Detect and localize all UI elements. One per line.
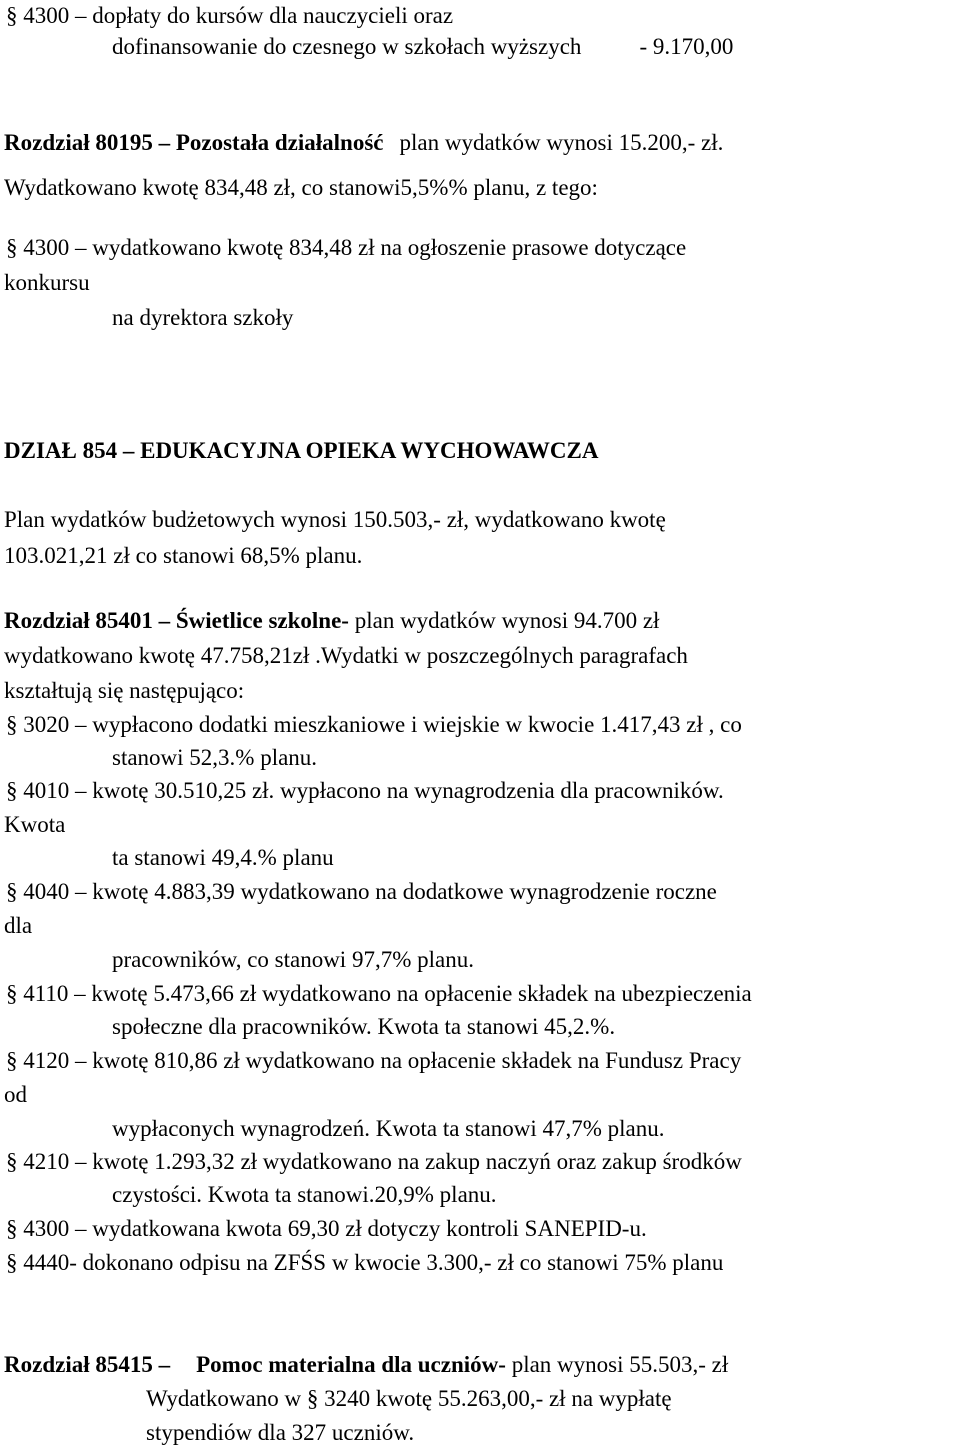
line-103021: 103.021,21 zł co stanowi 68,5% planu. — [4, 543, 363, 568]
section-sign: § — [6, 3, 18, 28]
section-sign: § — [6, 778, 18, 803]
heading-dzial-854: DZIAŁ 854 – EDUKACYJNA OPIEKA WYCHOWAWCZA — [4, 438, 599, 463]
heading-rozdzial-80195: Rozdział 80195 – Pozostała działalność plan wydatków wynosi 15.200,- zł. — [4, 130, 724, 155]
line-dofinansowanie: dofinansowanie do czesnego w szkołach wyższych - 9.170,00 — [112, 34, 734, 59]
line-kwota: Kwota — [4, 812, 66, 837]
paragraph-4440: § 4440- dokonano odpisu na ZFŚS w kwocie 3.300,- zł co stanowi 75% planu — [6, 1250, 724, 1275]
section-sign: § — [6, 712, 18, 737]
section-sign: § — [306, 1386, 319, 1411]
line-wydatkowano-834: Wydatkowano kwotę 834,48 zł, co stanowi5,5%% planu, z tego: — [4, 175, 598, 200]
section-sign: § — [6, 981, 18, 1006]
paragraph-4300-ogloszenie: § 4300 – wydatkowano kwotę 834,48 zł na ogłoszenie prasowe dotyczące — [6, 235, 687, 260]
line-dla: dla — [4, 913, 33, 938]
line-ta-stanowi-494: ta stanowi 49,4.% planu — [112, 845, 334, 870]
line-wydatkowano-47758: wydatkowano kwotę 47.758,21zł .Wydatki w poszczególnych paragrafach — [4, 643, 688, 668]
line-spoleczne: społeczne dla pracowników. Kwota ta stanowi 45,2.%. — [112, 1014, 616, 1039]
heading-rozdzial-85415: Rozdział 85415 – Pomoc materialna dla uczniów- plan wynosi 55.503,- zł — [4, 1352, 729, 1377]
line-stanowi-523: stanowi 52,3.% planu. — [112, 745, 318, 770]
paragraph-4300-sanepid: § 4300 – wydatkowana kwota 69,30 zł dotyczy kontroli SANEPID-u. — [6, 1216, 647, 1241]
line-wydatkowano-w: Wydatkowano w § 3240 kwotę 55.263,00,- zł na wypłatę — [146, 1386, 672, 1411]
paragraph-4110: § 4110 – kwotę 5.473,66 zł wydatkowano na opłacenie składek na ubezpieczenia — [6, 981, 752, 1006]
section-sign: § — [6, 1216, 18, 1241]
section-sign: § — [6, 1149, 18, 1174]
paragraph-4040: § 4040 – kwotę 4.883,39 wydatkowano na dodatkowe wynagrodzenie roczne — [6, 879, 717, 904]
paragraph-3020: § 3020 – wypłacono dodatki mieszkaniowe i wiejskie w kwocie 1.417,43 zł , co — [6, 712, 742, 737]
paragraph-4120: § 4120 – kwotę 810,86 zł wydatkowano na opłacenie składek na Fundusz Pracy — [6, 1048, 742, 1073]
line-wyplaconych: wypłaconych wynagrodzeń. Kwota ta stanowi 47,7% planu. — [112, 1116, 665, 1141]
line-ksztaltuja: kształtują się następująco: — [4, 678, 245, 703]
line-na-dyrektora: na dyrektora szkoły — [112, 305, 294, 330]
line-pracownikow-977: pracowników, co stanowi 97,7% planu. — [112, 947, 474, 972]
line-czystosci: czystości. Kwota ta stanowi.20,9% planu. — [112, 1182, 497, 1207]
paragraph-4010: § 4010 – kwotę 30.510,25 zł. wypłacono na wynagrodzenia dla pracowników. — [6, 778, 724, 803]
line-stypendiow: stypendiów dla 327 uczniów. — [146, 1420, 415, 1445]
section-sign: § — [6, 235, 18, 260]
heading-rozdzial-85401: Rozdział 85401 – Świetlice szkolne- plan wydatków wynosi 94.700 zł — [4, 608, 660, 633]
line-plan-wydatkow: Plan wydatków budżetowych wynosi 150.503,- zł, wydatkowano kwotę — [4, 507, 666, 532]
line-text: 4300 – dopłaty do kursów dla nauczycieli oraz — [23, 3, 454, 28]
section-sign: § — [6, 1250, 18, 1275]
line-konkursu: konkursu — [4, 270, 90, 295]
section-sign: § — [6, 1048, 18, 1073]
paragraph-4210: § 4210 – kwotę 1.293,32 zł wydatkowano na zakup naczyń oraz zakup środków — [6, 1149, 742, 1174]
section-sign: § — [6, 879, 18, 904]
line-od: od — [4, 1082, 27, 1107]
paragraph-4300-doplaty — [6, 4, 453, 27]
